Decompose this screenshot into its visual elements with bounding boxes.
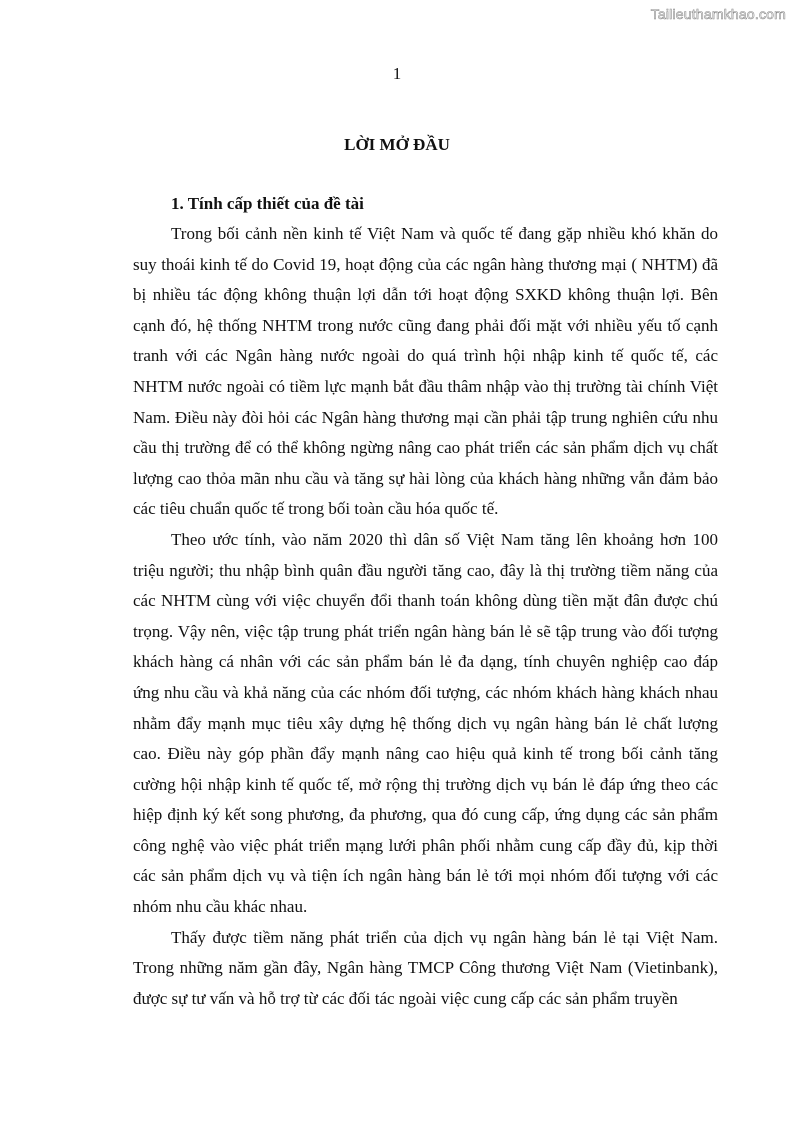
page-number: 1 (392, 64, 402, 83)
paragraph-1: Trong bối cảnh nền kinh tế Việt Nam và quốc tế đang gặp nhiều khó khăn do suy thoái kinh tế do Covid 19, hoạt động của các ngân hàng thương mại ( NHTM) đã bị nhiều tác động không thuận lợi dẫn tới hoạt động SXKD không thuận lợi. Bên cạnh đó, hệ thống NHTM trong nước cũng đang phải đối mặt với nhiều yếu tố cạnh tranh với các Ngân hàng nước ngoài do quá trình hội nhập kinh tế quốc tế, các NHTM nước ngoài có tiềm lực mạnh bắt đầu thâm nhập vào thị trường tài chính Việt Nam. Điều này đòi hỏi các Ngân hàng thương mại cần phải tập trung nghiên cứu nhu cầu thị trường để có thể không ngừng nâng cao phát triển các sản phẩm dịch vụ chất lượng cao thỏa mãn nhu cầu và tăng sự hài lòng của khách hàng những vẫn đảm bảo các tiêu chuẩn quốc tế trong bối toàn cầu hóa quốc tế. (133, 224, 718, 519)
document-title: LỜI MỞ ĐẦU (344, 135, 450, 154)
body-text (133, 219, 718, 1014)
watermark-text: Tailieuthamkhao.com (650, 6, 786, 22)
paragraph-2: Theo ước tính, vào năm 2020 thì dân số Việt Nam tăng lên khoảng hơn 100 triệu người; thu nhập bình quân đầu người tăng cao, đây là thị trường tiềm năng của các NHTM cùng với việc chuyển đổi thanh toán không dùng tiền mặt đân được chú trọng. Vậy nên, việc tập trung phát triển ngân hàng bán lẻ sẽ tập trung vào đối tượng khách hàng cá nhân với các sản phẩm bán lẻ đa dạng, tính chuyên nghiệp cao đáp ứng nhu cầu và khả năng của các nhóm đối tượng, các nhóm khách hàng khách nhau nhằm đẩy mạnh mục tiêu xây dựng hệ thống dịch vụ ngân hàng bán lẻ chất lượng cao. Điều này góp phần đẩy mạnh nâng cao hiệu quả kinh tế trong bối cảnh tăng cường hội nhập kinh tế quốc tế, mở rộng thị trường dịch vụ bán lẻ đáp ứng theo các hiệp định ký kết song phương, đa phương, qua đó cung cấp, ứng dụng các sản phẩm công nghệ vào việc phát triển mạng lưới phân phối nhằm cung cấp đầy đủ, kịp thời các sản phẩm dịch vụ và tiện ích ngân hàng bán lẻ tới mọi nhóm đối tượng với các nhóm nhu cầu khác nhau. (133, 529, 718, 917)
paragraph-3: Thấy được tiềm năng phát triển của dịch vụ ngân hàng bán lẻ tại Việt Nam. Trong những năm gần đây, Ngân hàng TMCP Công thương Việt Nam (Vietinbank), được sự tư vấn và hỗ trợ từ các đối tác ngoài việc cung cấp các sản phẩm truyền (133, 927, 718, 1008)
section-heading: 1. Tính cấp thiết của đề tài (171, 194, 364, 213)
